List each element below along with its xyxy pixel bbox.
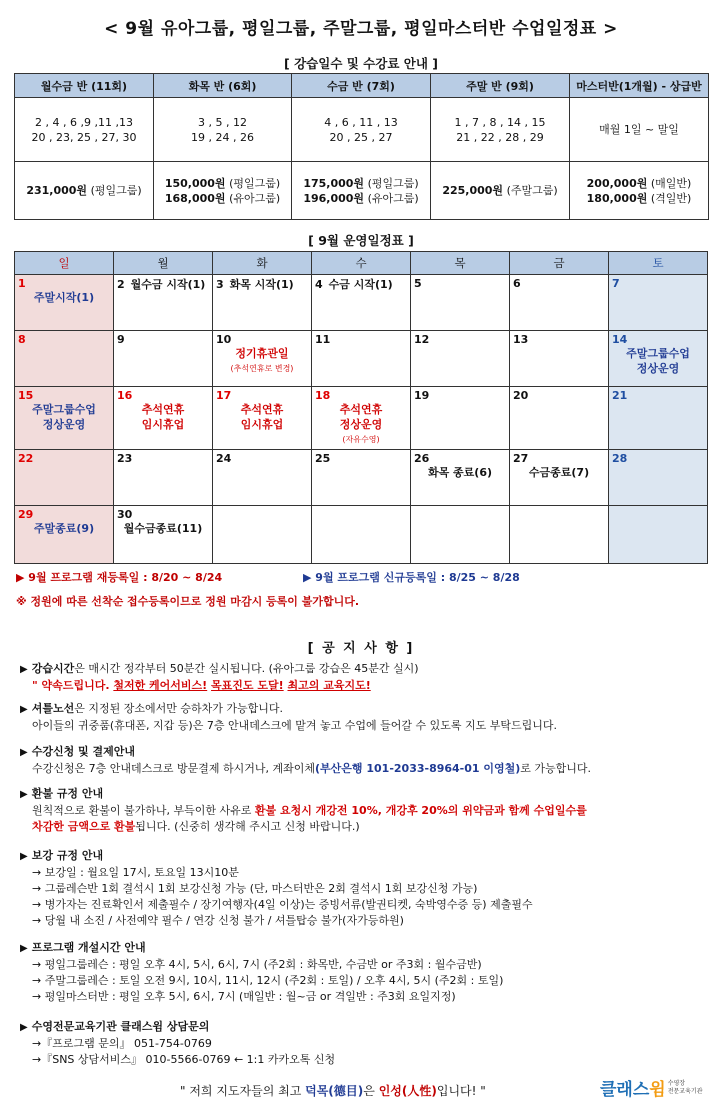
notice-line: → 평일그룹레슨 : 평일 오후 4시, 5시, 6시, 7시 (주2회 : 화목반, 수금반 or 주3회 : 월수금반) xyxy=(32,958,482,971)
price-group: (평일그룹) xyxy=(367,176,419,190)
day-event: 추석연휴 xyxy=(339,403,383,416)
calendar-day-cell xyxy=(609,450,708,506)
notice-head: 셔틀노선 xyxy=(31,702,75,715)
motto-virtue: 덕목(德目) xyxy=(305,1084,364,1098)
day-event: 주말시작(1) xyxy=(33,291,95,304)
motto-text: 은 xyxy=(363,1084,375,1098)
calendar-day-cell xyxy=(114,450,213,506)
weekday-header: 월 xyxy=(114,252,213,275)
fee-dates-cell xyxy=(15,98,154,162)
day-number: 5 xyxy=(414,277,422,290)
day-number: 6 xyxy=(513,277,521,290)
newreg-dates: 8/25 ~ 8/28 xyxy=(448,571,520,584)
calendar-day-cell xyxy=(312,506,411,564)
calendar-day-cell xyxy=(411,450,510,506)
calendar-day-cell xyxy=(510,506,609,564)
contact-sns: →『SNS 상담서비스』 010-5566-0769 ← 1:1 카카오톡 신청 xyxy=(32,1053,336,1066)
calendar-day-cell xyxy=(15,387,114,450)
notice-line: → 보강일 : 월요일 17시, 토요일 13시10분 xyxy=(32,866,239,879)
day-number: 29 xyxy=(18,508,34,521)
fee-header: 수금 반 (7회) xyxy=(292,74,431,98)
day-event: 임시휴업 xyxy=(240,418,284,431)
day-event: 추석연휴 xyxy=(240,403,284,416)
fee-dates-line: 3 , 5 , 12 xyxy=(198,115,247,129)
calendar-day-cell xyxy=(411,331,510,387)
day-event: 추석연휴 xyxy=(141,403,185,416)
calendar-day-cell xyxy=(510,275,609,331)
notice-line: → 평일마스터반 : 평일 오후 5시, 6시, 7시 (매일반 : 월~금 or 격일반 : 주3회 요일지정) xyxy=(32,990,456,1003)
day-event: 화목 시작(1) xyxy=(229,278,294,291)
fee-dates-line: 20 , 25 , 27 xyxy=(329,130,393,144)
footer-motto xyxy=(180,1082,486,1099)
day-number: 17 xyxy=(216,389,232,402)
day-number: 23 xyxy=(117,452,133,465)
fee-dates-line: 4 , 6 , 11 , 13 xyxy=(324,115,398,129)
registration-warning: ※ 정원에 따른 선착순 접수등록이므로 정원 마감시 등록이 불가합니다. xyxy=(16,595,360,608)
brand-logo xyxy=(600,1075,703,1100)
day-number: 4 xyxy=(315,278,323,291)
day-event: 주말그룹수업 xyxy=(626,347,690,360)
day-number: 3 xyxy=(216,278,224,291)
day-number: 18 xyxy=(315,389,331,402)
day-number: 12 xyxy=(414,333,430,346)
day-number: 14 xyxy=(612,333,628,346)
weekday-header: 화 xyxy=(213,252,312,275)
calendar-day-cell xyxy=(114,275,213,331)
day-number: 22 xyxy=(18,452,34,465)
calendar-day-cell xyxy=(114,387,213,450)
fee-price-cell xyxy=(292,162,431,220)
promise-3: 최고의 교육지도! xyxy=(287,679,371,692)
day-note: (자유수영) xyxy=(342,435,380,444)
notice-text: 은 매시간 정각부터 50분간 실시됩니다. (유아그룹 강습은 45분간 실시) xyxy=(74,662,419,675)
calendar-title: [ 9월 운영일정표 ] xyxy=(308,233,414,248)
price-group: (유아그룹) xyxy=(229,191,281,205)
day-number: 10 xyxy=(216,333,232,346)
arrow-icon: ▶ xyxy=(20,664,28,675)
contact-phone: →『프로그램 문의』 051-754-0769 xyxy=(32,1037,212,1050)
motto-character: 인성(人性) xyxy=(378,1084,437,1098)
notice-text: 원칙적으로 환불이 불가하나, 부득이한 사유로 xyxy=(32,804,252,817)
notice-head: 강습시간 xyxy=(31,662,75,675)
day-number: 7 xyxy=(612,277,620,290)
day-number: 16 xyxy=(117,389,133,402)
refund-penalty: 환불 요청시 개강전 10%, 개강후 20%의 위약금과 함께 수업일수를 xyxy=(254,804,587,817)
notice-title: [ 공 지 사 항 ] xyxy=(307,641,415,656)
day-number: 15 xyxy=(18,389,34,402)
fee-header: 화목 반 (6회) xyxy=(154,74,292,98)
calendar-day-cell xyxy=(15,506,114,564)
calendar-day-cell xyxy=(312,331,411,387)
day-event: 주말그룹수업 xyxy=(32,403,96,416)
fee-dates-cell xyxy=(570,98,709,162)
notice-refund xyxy=(20,786,587,835)
calendar-day-cell xyxy=(609,506,708,564)
calendar-day-cell xyxy=(114,331,213,387)
fee-dates-cell xyxy=(431,98,570,162)
fee-dates-line: 20 , 23, 25 , 27, 30 xyxy=(31,130,137,144)
day-event: 화목 종료(6) xyxy=(427,466,493,479)
notice-contact xyxy=(20,1019,335,1068)
calendar-day-cell xyxy=(510,387,609,450)
fee-table xyxy=(14,73,709,220)
notice-shuttle xyxy=(20,701,557,734)
day-number: 28 xyxy=(612,452,628,465)
notice-makeup xyxy=(20,848,533,929)
notice-line: → 당월 내 소진 / 사전예약 필수 / 연강 신청 불가 / 셔틀탑승 불가(자가등하원) xyxy=(32,914,404,927)
price-amount: 180,000원 xyxy=(586,191,648,205)
price-amount: 225,000원 xyxy=(442,184,504,197)
notice-text: 됩니다. (신중히 생각해 주시고 신청 바랍니다.) xyxy=(135,820,360,833)
day-number: 20 xyxy=(513,389,529,402)
motto-text: " 저희 지도자들의 최고 xyxy=(180,1084,302,1098)
fee-dates-line: 21 , 22 , 28 , 29 xyxy=(456,130,544,144)
day-number: 2 xyxy=(117,278,125,291)
logo-tag: 수영장 xyxy=(667,1079,686,1087)
calendar-day-cell xyxy=(213,450,312,506)
day-event: 수금 시작(1) xyxy=(328,278,393,291)
notice-text: 아이들의 귀중품(휴대폰, 지갑 등)은 7층 안내데스크에 맡겨 놓고 수업에 들어갈 수 있도록 지도 부탁드립니다. xyxy=(32,719,557,732)
calendar-day-cell xyxy=(609,331,708,387)
calendar-day-cell xyxy=(213,387,312,450)
day-number: 13 xyxy=(513,333,529,346)
fee-section-title: [ 강습일수 및 수강료 안내 ] xyxy=(284,56,438,71)
weekday-header: 수 xyxy=(312,252,411,275)
notice-text: 로 가능합니다. xyxy=(520,762,592,775)
calendar-table xyxy=(14,251,708,564)
calendar-day-cell xyxy=(312,450,411,506)
day-number: 19 xyxy=(414,389,430,402)
notice-payment xyxy=(20,744,591,777)
calendar-day-cell xyxy=(114,506,213,564)
price-amount: 168,000원 xyxy=(164,191,226,205)
notice-text: 수강신청은 7층 안내데스크로 방문결제 하시거나, 계좌이체 xyxy=(32,762,315,775)
notice-text: 은 지정된 장소에서만 승하차가 가능합니다. xyxy=(74,702,283,715)
fee-price-cell xyxy=(154,162,292,220)
weekday-header: 금 xyxy=(510,252,609,275)
calendar-day-cell xyxy=(15,331,114,387)
notice-head: 프로그램 개설시간 안내 xyxy=(31,941,146,954)
day-number: 9 xyxy=(117,333,125,346)
day-event: 주말종료(9) xyxy=(33,522,95,535)
price-amount: 196,000원 xyxy=(303,191,365,205)
weekday-header: 일 xyxy=(15,252,114,275)
price-amount: 150,000원 xyxy=(164,176,226,190)
fee-dates-line: 매월 1일 ~ 말일 xyxy=(599,123,679,136)
calendar-day-cell xyxy=(411,506,510,564)
calendar-day-cell xyxy=(15,450,114,506)
calendar-day-cell xyxy=(411,275,510,331)
arrow-icon: ▶ xyxy=(20,943,28,954)
calendar-day-cell xyxy=(609,275,708,331)
arrow-icon: ▶ xyxy=(20,851,28,862)
day-number: 24 xyxy=(216,452,232,465)
day-event: 정기휴관일 xyxy=(235,347,289,360)
calendar-day-cell xyxy=(510,331,609,387)
notice-lesson-time xyxy=(20,661,419,694)
newreg-notice xyxy=(303,569,520,585)
rereg-label: ▶ 9월 프로그램 재등록일 : xyxy=(16,571,148,584)
price-group: (평일그룹) xyxy=(229,176,281,190)
day-number: 27 xyxy=(513,452,529,465)
price-amount: 175,000원 xyxy=(303,176,365,190)
day-event: 정상운영 xyxy=(339,418,383,431)
day-event: 월수금 시작(1) xyxy=(130,278,206,291)
day-event: 정상운영 xyxy=(42,418,86,431)
fee-price-cell xyxy=(15,162,154,220)
price-group: (매일반) xyxy=(650,176,692,190)
price-group: (주말그룹) xyxy=(506,184,558,197)
price-group: (유아그룹) xyxy=(367,191,419,205)
calendar-day-cell xyxy=(213,331,312,387)
calendar-day-cell xyxy=(213,275,312,331)
day-number: 11 xyxy=(315,333,331,346)
calendar-day-cell xyxy=(15,275,114,331)
newreg-label: ▶ 9월 프로그램 신규등록일 : xyxy=(303,571,446,584)
notice-head: 보강 규정 안내 xyxy=(31,849,104,862)
notice-head: 수강신청 및 결제안내 xyxy=(31,745,135,758)
arrow-icon: ▶ xyxy=(20,789,28,800)
logo-word: 클래스 xyxy=(600,1080,650,1100)
weekday-header: 토 xyxy=(609,252,708,275)
logo-tag: 전문교육기관 xyxy=(667,1087,703,1095)
fee-price-cell xyxy=(431,162,570,220)
fee-header: 주말 반 (9회) xyxy=(431,74,570,98)
fee-dates-line: 1 , 7 , 8 , 14 , 15 xyxy=(454,115,546,129)
day-number: 21 xyxy=(612,389,628,402)
calendar-day-cell xyxy=(312,275,411,331)
fee-price-cell xyxy=(570,162,709,220)
price-amount: 231,000원 xyxy=(26,184,88,197)
fee-dates-cell xyxy=(292,98,431,162)
arrow-icon: ▶ xyxy=(20,1022,28,1033)
day-number: 30 xyxy=(117,508,133,521)
day-number: 1 xyxy=(18,277,26,290)
notice-program-times xyxy=(20,940,503,1005)
day-number: 8 xyxy=(18,333,26,346)
fee-dates-line: 19 , 24 , 26 xyxy=(191,130,254,144)
price-group: (격일반) xyxy=(650,191,692,205)
calendar-day-cell xyxy=(312,387,411,450)
day-note: (추석연휴로 변경) xyxy=(230,364,294,373)
price-group: (평일그룹) xyxy=(90,184,142,197)
notice-head: 수영전문교육기관 클래스윔 상담문의 xyxy=(31,1020,210,1033)
price-amount: 200,000원 xyxy=(586,176,648,190)
arrow-icon: ▶ xyxy=(20,747,28,758)
weekday-header: 목 xyxy=(411,252,510,275)
fee-dates-cell xyxy=(154,98,292,162)
notice-line: → 병가자는 진료확인서 제출필수 / 장기여행자(4일 이상)는 증빙서류(발권티켓, 숙박영수증 등) 제출필수 xyxy=(32,898,533,911)
day-event: 수금종료(7) xyxy=(528,466,590,479)
day-event: 월수금종료(11) xyxy=(123,522,203,535)
bank-account: (부산은행 101-2033-8964-01 이영철) xyxy=(315,762,521,775)
notice-line: → 주말그룹레슨 : 토일 오전 9시, 10시, 11시, 12시 (주2회 : 토일) / 오후 4시, 5시 (주2회 : 토일) xyxy=(32,974,504,987)
rereg-dates: 8/20 ~ 8/24 xyxy=(151,571,223,584)
rereg-notice xyxy=(16,569,222,585)
promise-2: 목표진도 도달! xyxy=(211,679,284,692)
day-event: 정상운영 xyxy=(636,362,680,375)
arrow-icon: ▶ xyxy=(20,704,28,715)
calendar-day-cell xyxy=(411,387,510,450)
refund-deduct: 차감한 금액으로 환불 xyxy=(32,820,136,833)
day-number: 25 xyxy=(315,452,331,465)
notice-head: 환불 규정 안내 xyxy=(31,787,104,800)
fee-dates-line: 2 , 4 , 6 ,9 ,11 ,13 xyxy=(35,115,133,129)
promise-text: " 약속드립니다. xyxy=(32,679,110,692)
page-title: < 9월 유아그룹, 평일그룹, 주말그룹, 평일마스터반 수업일정표 > xyxy=(104,19,618,39)
notice-line: → 그룹레슨반 1회 결석시 1회 보강신청 가능 (단, 마스터반은 2회 결석시 1회 보강신청 가능) xyxy=(32,882,478,895)
calendar-day-cell xyxy=(609,387,708,450)
motto-text: 입니다! " xyxy=(436,1084,486,1098)
day-number: 26 xyxy=(414,452,430,465)
calendar-day-cell xyxy=(510,450,609,506)
logo-word: 윔 xyxy=(649,1080,666,1100)
promise-1: 철저한 케어서비스! xyxy=(113,679,208,692)
fee-header: 마스터반(1개월) - 상급반 xyxy=(570,74,709,98)
fee-header: 월수금 반 (11회) xyxy=(15,74,154,98)
day-event: 임시휴업 xyxy=(141,418,185,431)
calendar-day-cell xyxy=(213,506,312,564)
